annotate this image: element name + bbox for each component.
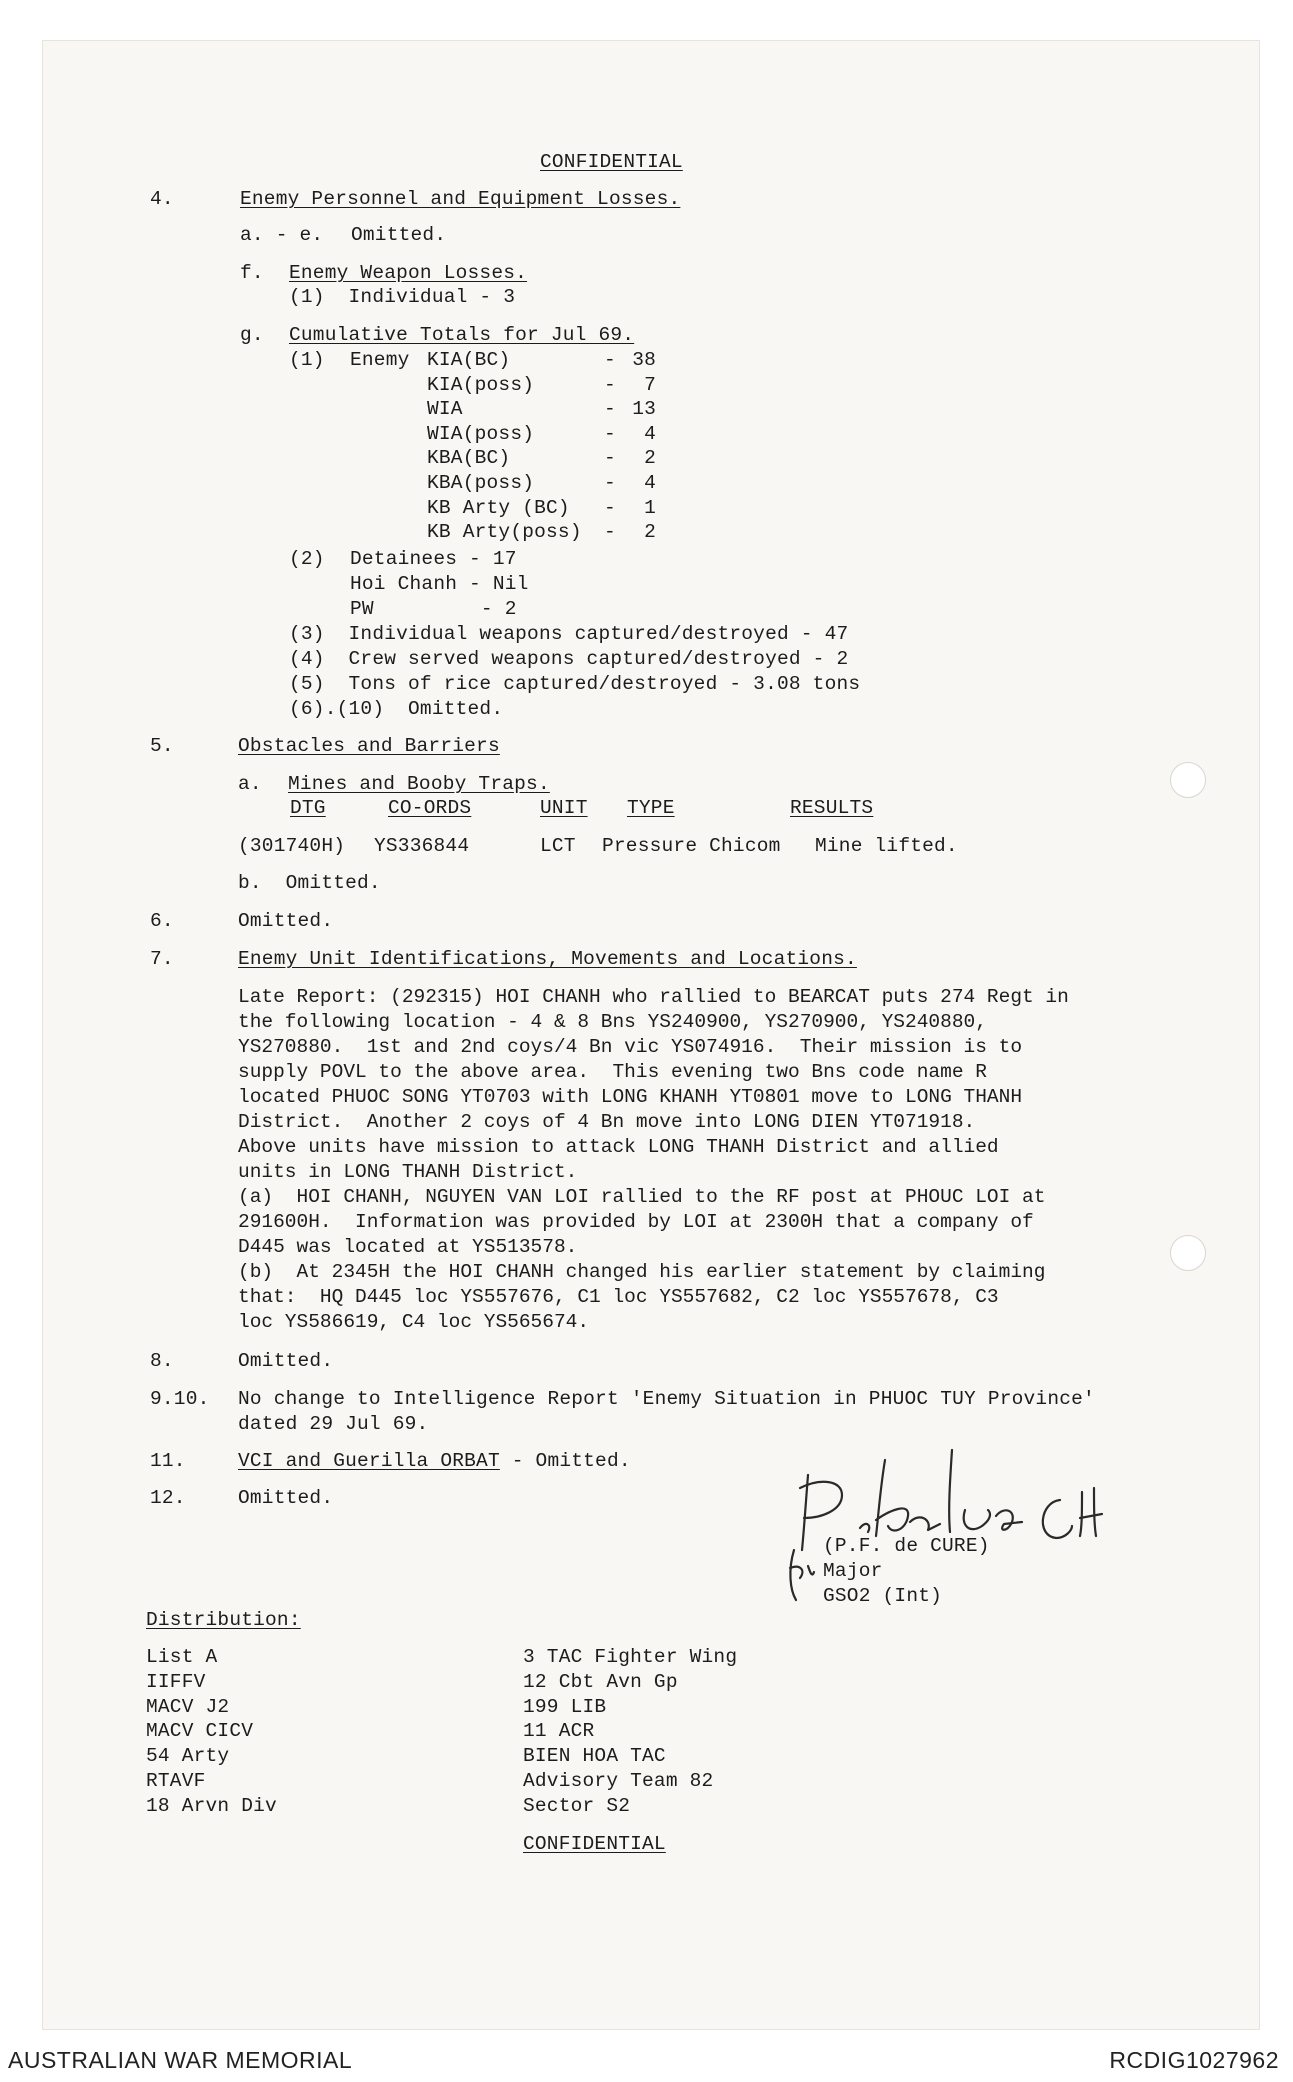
- body-line: Late Report: (292315) HOI CHANH who rallied to BEARCAT puts 274 Regt in: [238, 986, 1069, 1008]
- distribution-entry: List A: [146, 1646, 218, 1668]
- archive-reference: RCDIG1027962: [1109, 2047, 1279, 2073]
- distribution-entry: 11 ACR: [523, 1720, 595, 1743]
- item-label: a. - e.: [240, 224, 324, 246]
- totals-dash: -: [604, 496, 616, 519]
- totals-value: 1: [644, 496, 656, 519]
- body-line: (b) At 2345H the HOI CHANH changed his earlier statement by claiming: [238, 1261, 1046, 1283]
- totals-category: KBA(BC): [427, 447, 511, 470]
- section-heading: Enemy Unit Identifications, Movements and Locations.: [238, 948, 857, 970]
- classification-footer: CONFIDENTIAL: [523, 1833, 666, 1855]
- body-line: YS270880. 1st and 2nd coys/4 Bn vic YS074916. Their mission is to: [238, 1036, 1023, 1058]
- archive-name: AUSTRALIAN WAR MEMORIAL: [8, 2047, 353, 2073]
- distribution-heading: Distribution:: [146, 1609, 301, 1631]
- totals-category: KIA(poss): [427, 373, 535, 396]
- column-header: DTG: [290, 797, 326, 819]
- totals-value: 2: [644, 447, 656, 470]
- distribution-entry: Advisory Team 82: [523, 1770, 714, 1792]
- totals-category: KB Arty (BC): [427, 496, 570, 519]
- body-line: D445 was located at YS513578.: [238, 1236, 578, 1258]
- body-line: supply POVL to the above area. This evening two Bns code name R: [238, 1061, 987, 1083]
- distribution-entry: 12 Cbt Avn Gp: [523, 1670, 678, 1693]
- body-line: units in LONG THANH District.: [238, 1161, 578, 1183]
- item-label: f.: [240, 262, 264, 284]
- section-number: 6.: [150, 910, 174, 932]
- totals-category: KBA(poss): [427, 472, 535, 494]
- item-text: Detainees - 17: [350, 548, 517, 570]
- column-header: CO-ORDS: [388, 797, 472, 819]
- totals-value: 2: [644, 521, 656, 544]
- section-number: 8.: [150, 1350, 174, 1372]
- item-text: [238, 1449, 631, 1473]
- item-text: (4) Crew served weapons captured/destroyed - 2: [289, 648, 849, 670]
- sub-heading: Enemy Weapon Losses.: [289, 262, 528, 284]
- totals-value: 38: [632, 349, 656, 371]
- totals-category: KB Arty(poss): [427, 521, 582, 544]
- distribution-entry: BIEN HOA TAC: [523, 1745, 666, 1768]
- section-number: 12.: [150, 1487, 186, 1509]
- item-suffix: - Omitted.: [499, 1450, 631, 1472]
- section-number: 11.: [150, 1450, 186, 1472]
- totals-category: KIA(BC): [427, 349, 511, 371]
- signatory-rank: Major: [823, 1560, 883, 1582]
- item-text: Omitted.: [238, 1487, 334, 1509]
- body-line: 291600H. Information was provided by LOI at 2300H that a company of: [238, 1211, 1034, 1233]
- distribution-entry: Sector S2: [523, 1794, 631, 1817]
- totals-value: 4: [644, 422, 656, 445]
- sub-heading: Cumulative Totals for Jul 69.: [289, 324, 635, 346]
- item-number: (2): [289, 548, 325, 570]
- item-text: No change to Intelligence Report 'Enemy Situation in PHUOC TUY Province': [238, 1388, 1095, 1410]
- table-cell: Pressure Chicom: [602, 835, 781, 857]
- distribution-entry: 54 Arty: [146, 1745, 230, 1768]
- distribution-entry: IIFFV: [146, 1670, 206, 1693]
- item-text: Enemy: [350, 349, 410, 371]
- sub-heading: Mines and Booby Traps.: [288, 773, 550, 795]
- section-number: 5.: [150, 735, 174, 757]
- item-label: a.: [238, 773, 262, 795]
- table-cell: (301740H): [238, 835, 346, 857]
- distribution-entry: MACV J2: [146, 1695, 230, 1718]
- table-cell: Mine lifted.: [815, 835, 958, 857]
- body-line: District. Another 2 coys of 4 Bn move into LONG DIEN YT071918.: [238, 1111, 976, 1133]
- item-text: dated 29 Jul 69.: [238, 1413, 429, 1435]
- totals-dash: -: [604, 422, 616, 445]
- item-text: (1) Individual - 3: [289, 286, 516, 308]
- item-text: Omitted.: [238, 910, 334, 932]
- table-cell: YS336844: [374, 835, 470, 857]
- item-number: (1): [289, 349, 325, 371]
- table-cell: LCT: [540, 835, 576, 857]
- section-number: 9.10.: [150, 1388, 210, 1410]
- distribution-entry: RTAVF: [146, 1770, 206, 1792]
- section-heading: VCI and Guerilla ORBAT: [238, 1450, 500, 1472]
- item-text: b. Omitted.: [238, 872, 381, 894]
- punch-hole: [1170, 1235, 1206, 1271]
- handwritten-signature: [760, 1440, 1150, 1610]
- column-header: RESULTS: [790, 797, 874, 819]
- section-number: 4.: [150, 188, 174, 210]
- distribution-entry: MACV CICV: [146, 1720, 254, 1743]
- totals-value: 7: [644, 373, 656, 396]
- totals-dash: -: [604, 472, 616, 494]
- column-header: TYPE: [627, 797, 675, 819]
- column-header: UNIT: [540, 797, 588, 819]
- body-line: loc YS586619, C4 loc YS565674.: [238, 1311, 590, 1333]
- distribution-entry: 3 TAC Fighter Wing: [523, 1646, 738, 1668]
- item-label: g.: [240, 324, 264, 346]
- totals-dash: -: [604, 447, 616, 470]
- signatory-name: (P.F. de CURE): [823, 1535, 990, 1557]
- item-text: Omitted.: [351, 224, 447, 246]
- body-line: the following location - 4 & 8 Bns YS240900, YS270900, YS240880,: [238, 1011, 987, 1033]
- section-heading: Enemy Personnel and Equipment Losses.: [240, 188, 681, 210]
- section-number: 7.: [150, 948, 174, 970]
- item-text: PW - 2: [350, 598, 517, 620]
- body-line: that: HQ D445 loc YS557676, C1 loc YS557682, C2 loc YS557678, C3: [238, 1286, 999, 1308]
- totals-category: WIA: [427, 398, 463, 421]
- item-text: (6).(10) Omitted.: [289, 698, 504, 720]
- signatory-appointment: GSO2 (Int): [823, 1585, 943, 1607]
- item-text: (3) Individual weapons captured/destroyed - 47: [289, 623, 849, 645]
- totals-dash: -: [604, 398, 616, 421]
- totals-category: WIA(poss): [427, 422, 535, 445]
- totals-dash: -: [604, 521, 616, 544]
- totals-dash: -: [604, 373, 616, 396]
- classification-header: CONFIDENTIAL: [540, 151, 683, 173]
- body-line: Above units have mission to attack LONG THANH District and allied: [238, 1136, 999, 1158]
- body-line: (a) HOI CHANH, NGUYEN VAN LOI rallied to the RF post at PHOUC LOI at: [238, 1186, 1046, 1208]
- body-line: located PHUOC SONG YT0703 with LONG KHANH YT0801 move to LONG THANH: [238, 1086, 1023, 1108]
- item-text: (5) Tons of rice captured/destroyed - 3.08 tons: [289, 673, 861, 695]
- punch-hole: [1170, 762, 1206, 798]
- totals-dash: -: [604, 349, 616, 371]
- item-text: Omitted.: [238, 1350, 334, 1372]
- section-7-body: [238, 985, 1069, 1335]
- distribution-entry: 18 Arvn Div: [146, 1794, 277, 1817]
- section-heading: Obstacles and Barriers: [238, 735, 500, 757]
- distribution-entry: 199 LIB: [523, 1695, 607, 1718]
- totals-value: 13: [632, 398, 656, 421]
- item-text: Hoi Chanh - Nil: [350, 573, 529, 595]
- totals-value: 4: [644, 472, 656, 494]
